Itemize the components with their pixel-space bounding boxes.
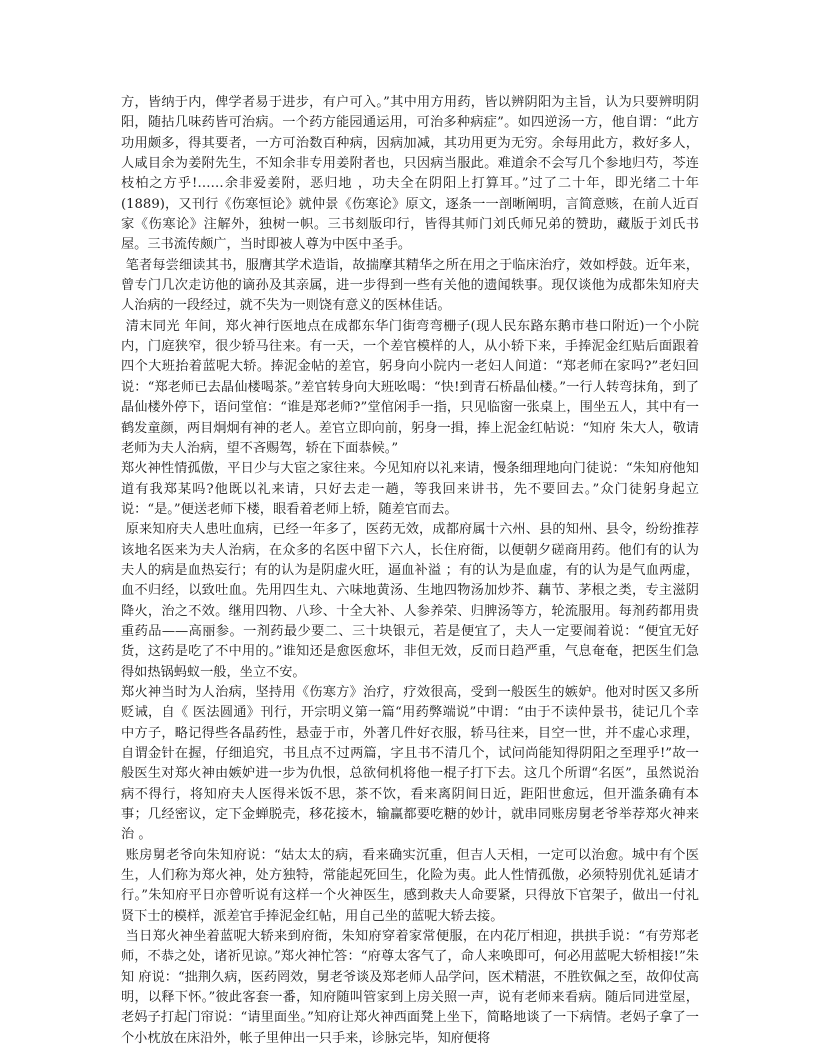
paragraph-4: 郑火神性情孤傲，平日少与大宦之家往来。今见知府以礼来请，慢条细理地向门徒说：“朱知府他知道有我郑某吗?他既以礼来请，只好去走一趟，等我回来讲书，先不要回去。”众门徒躬身起立说：“是。”便送老师下楼，眼看着老师上轿，随差官而去。 (121, 461, 699, 517)
document-page (121, 93, 699, 1049)
paragraph-2: 笔者每尝细读其书，服膺其学术造诣，故揣摩其精华之所在用之于临床治疗，效如桴鼓。近年来，曾专门几次走访他的谪孙及其亲属，进一步得到一些有关他的遗闻轶事。现仅谈他为成都朱知府夫人治病的一段经过，就不失为一则饶有意义的医林佳话。 (121, 257, 699, 314)
paragraph-1: 方，皆纳于内，俾学者易于进步，有户可入。”其中用方用药，皆以辨阴阳为主旨，认为只要辨明阴阳，随拈几味药皆可治病。一个药方能园通运用，可治多种病症”。如四逆汤一方，他自谓：“此方功用颇多，得其要者，一方可治数百种病，因病加减，其功用更为无穷。余每用此方，救好多人，人咸目余为姜附先生，不知余非专用姜附者也，只因病当服此。难道余不会写几个参地归芍，芩连枝柏之方乎!……余非爱姜附，恶归地 ，功夫全在阴阳上打算耳。”过了二十年，即光绪二十年(1889)，又刊行《伤寒恒论》就仲景《伤寒论》原文，逐条一一剖晰阐明，言简意赅，在前人近百家《伤寒论》注解外，独树一帜。三书刻版印行，皆得其师门刘氏师兄弟的赞助，藏版于刘氏书屋。三书流传颇广，当时即被人尊为中医中圣手。 (121, 95, 699, 253)
paragraph-6: 郑火神当时为人治病，坚持用《伤寒方》治疗，疗效很高，受到一般医生的嫉妒。他对时医又多所贬诫，自《 医法圆通》刊行，开宗明义第一篇“用药弊端说”中谓：“由于不读仲景书，徒记几个幸中方子，略记得些各晶药性，悬壶于市，外著几件好衣服，轿马往来，目空一世，并不虚心求理，自谓金针在握，仔细追究，书且点不过两篇，字且书不清几个，试问尚能知得阴阳之至理乎!”故一般医生对郑火神由嫉妒进一步为仇恨，总欲伺机将他一棍子打下去。这几个所谓“名医”，虽然说治病不得行，将知府夫人医得米饭不思，茶不饮，看来离阴间日近，距阳世愈远，但开滥条确有本事；几经密议，定下金蝉脱壳，移花接木，输赢都要吃糖的妙计，就串同账房舅老爷举荐郑火神来治 。 (121, 684, 699, 843)
paragraph-5: 原来知府夫人患吐血病，已经一年多了，医药无效，成都府属十六州、县的知州、县令，纷纷推荐该地名医来为夫人治病，在众多的名医中留下六人，长住府衙，以便朝夕磋商用药。他们有的认为夫人的病是血热妄行；有的认为是阴虚火旺，逼血补溢 ；有的认为是血虚，有的认为是气血两虚，血不归经，以致吐血。先用四生丸、六味地黄汤、生地四物汤加炒芥、藕节、茅根之类，专主滋阴降火，治之不效。继用四物、八珍、十全大补、人参养荣、归脾汤等方，轮流服用。每剂药都用贵重药品——高丽参。一剂药最少要二、三十块银元，若是便宜了，夫人一定要闹着说：“便宜无好货，这药是吃了不中用的。”谁知还是愈医愈坏，非但无效，反而日趋严重，气息奄奄，把医生们急得如热锅蚂蚁一般，坐立不安。 (121, 522, 699, 680)
paragraph-7: 账房舅老爷向朱知府说：“姑太太的病，看来确实沉重，但吉人天相，一定可以治愈。城中有个医生，人们称为郑火神，处方独特，常能起死回生，化险为夷。此人性情孤傲，必须特别优礼延请才行。”朱知府平日亦曾听说有这样一个火神医生，感到救夫人命要紧，只得放下官架子，做出一付礼贤下士的模样，派差官手捧泥金红帖，用自己坐的蓝呢大轿去接。 (121, 847, 699, 924)
paragraph-8: 当日郑火神坐着蓝呢大轿来到府衙，朱知府穿着家常便服，在内花厅相迎，拱拱手说：“有劳郑老师，不恭之处，诸祈见谅。”郑火神忙答：“府尊太客气了，命人来唤即可，何必用蓝呢大轿相接!”朱知 府说：“拙荆久病，医药罔效，舅老爷谈及郑老师人品学问，医术精湛，不胜钦佩之至，故仰仗高明，以释下怀。”彼此客套一番，知府随叫管家到上房关照一声，说有老师来看病。随后同进堂屋，老妈子打起门帘说：“请里面坐。”知府让郑火神西面凳上坐下，简略地谈了一下病情。老妈子拿了一个小枕放在床沿外，帐子里伸出一只手来，诊脉完毕，知府便将 (121, 929, 699, 1046)
paragraph-3: 清末同光 年间，郑火神行医地点在成都东华门街弯弯栅子(现人民东路东鹅市巷口附近)一个小院内，门庭狭窄，很少轿马往来。有一天，一个差官模样的人，从小轿下来，手捧泥金红贴后面跟着四个大班抬着蓝呢大轿。捧泥金帖的差官，躬身向小院内一老妇人间道：“郑老师在家吗?”老妇回说：“郑老师已去晶仙楼喝茶。”差官转身向大班吆喝：“快!到青石桥晶仙楼。”一行人转弯抹角，到了晶仙楼外停下，语问堂倌：“谁是郑老师?”堂倌闲手一指，只见临窗一张桌上，围坐五人，其中有一鹤发童颜，两目炯炯有神的老人。差官立即向前，躬身一揖，捧上泥金红帖说：“知府 朱大人，敬请老师为夫人治病，望不吝赐驾，轿在下面恭候。” (121, 318, 699, 456)
